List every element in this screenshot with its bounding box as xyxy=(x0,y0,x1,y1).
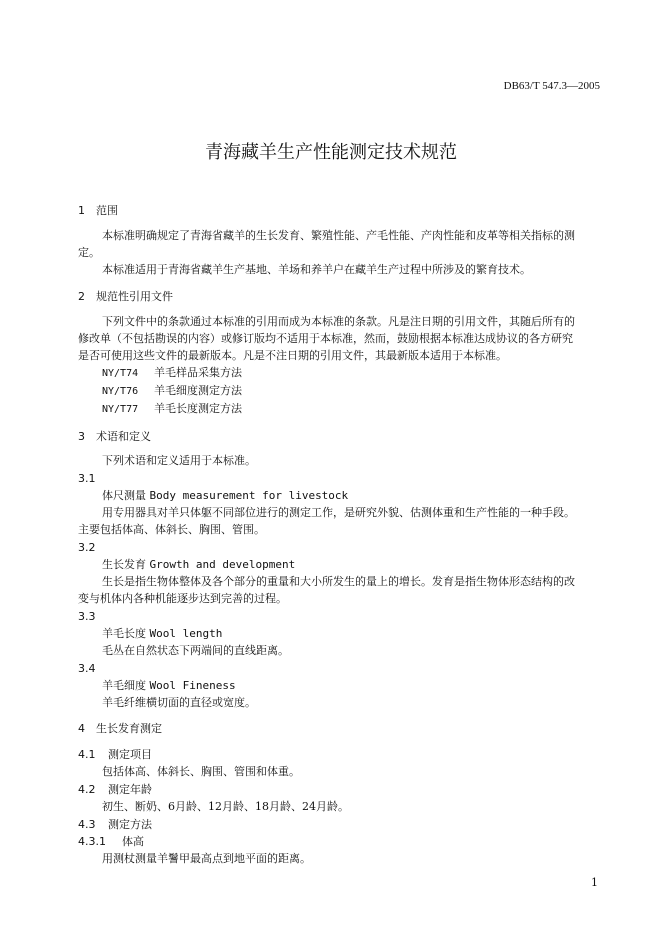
term-name-en: Body measurement for livestock xyxy=(149,489,349,502)
paragraph-line: 主要包括体高、体斜长、胸围、管围。 xyxy=(78,523,265,536)
page-number: 1 xyxy=(591,876,598,889)
section-number: 2 xyxy=(78,290,85,303)
term-name-en: Wool Fineness xyxy=(149,679,236,692)
section-title: 术语和定义 xyxy=(96,430,151,443)
paragraph-line: 羊毛纤维横切面的直径或宽度。 xyxy=(102,696,256,709)
term-heading xyxy=(102,625,222,642)
term-heading xyxy=(102,487,348,504)
paragraph-line: 本标准明确规定了青海省藏羊的生长发育、繁殖性能、产毛性能、产肉性能和皮革等相关指标的测 xyxy=(102,229,575,242)
subsection-heading xyxy=(78,746,152,763)
paragraph-line: 定。 xyxy=(78,246,100,259)
section-number: 3 xyxy=(78,430,85,443)
term-number: 3.2 xyxy=(78,541,96,554)
reference-code: NY/T77 xyxy=(102,404,139,415)
term-heading xyxy=(102,677,236,694)
subsection-number: 4.3.1 xyxy=(78,835,106,848)
term-number: 3.4 xyxy=(78,662,96,675)
subsection-number: 4.1 xyxy=(78,748,96,761)
paragraph-line: 毛丛在自然状态下两端间的直线距离。 xyxy=(102,644,289,657)
term-heading xyxy=(102,556,295,573)
reference-title: 羊毛细度测定方法 xyxy=(154,384,242,397)
term-name-cn: 羊毛长度 xyxy=(102,627,146,640)
paragraph-line: 下列文件中的条款通过本标准的引用而成为本标准的条款。凡是注日期的引用文件，其随后所有的 xyxy=(102,315,575,328)
term-name-cn: 生长发育 xyxy=(102,558,146,571)
subsection-title: 测定年龄 xyxy=(108,783,152,796)
paragraph-line: 用专用器具对羊只体躯不同部位进行的测定工作，是研究外貌、估测体重和生产性能的一种手段。 xyxy=(102,506,575,519)
section-number: 4 xyxy=(78,722,85,735)
paragraph-line: 包括体高、体斜长、胸围、管围和体重。 xyxy=(102,765,300,778)
subsection-title: 体高 xyxy=(122,835,144,848)
paragraph-line: 初生、断奶、6月龄、12月龄、18月龄、24月龄。 xyxy=(102,800,349,813)
term-name-cn: 体尺测量 xyxy=(102,489,146,502)
reference-item xyxy=(102,400,242,418)
subsection-heading xyxy=(78,833,144,850)
reference-item xyxy=(102,364,242,382)
paragraph-line: 下列术语和定义适用于本标准。 xyxy=(102,454,256,467)
document-title: 青海藏羊生产性能测定技术规范 xyxy=(205,142,457,163)
paragraph-line: 修改单（不包括勘误的内容）或修订版均不适用于本标准，然而，鼓励根据本标准达成协议的各方研究 xyxy=(78,332,573,345)
term-name-cn: 羊毛细度 xyxy=(102,679,146,692)
term-name-en: Growth and development xyxy=(149,558,296,571)
section-4-heading xyxy=(78,720,162,737)
paragraph-line: 是否可使用这些文件的最新版本。凡是不注日期的引用文件，其最新版本适用于本标准。 xyxy=(78,349,507,362)
subsection-heading xyxy=(78,781,152,798)
standard-number: DB63/T 547.3—2005 xyxy=(503,80,600,92)
term-number: 3.3 xyxy=(78,610,96,623)
term-number: 3.1 xyxy=(78,472,96,485)
reference-title: 羊毛样品采集方法 xyxy=(154,366,242,379)
section-3-heading xyxy=(78,428,151,445)
section-1-heading xyxy=(78,202,118,219)
reference-code: NY/T76 xyxy=(102,386,139,397)
reference-code: NY/T74 xyxy=(102,368,139,379)
term-name-en: Wool length xyxy=(149,627,223,640)
section-number: 1 xyxy=(78,204,85,217)
reference-item xyxy=(102,382,242,400)
subsection-number: 4.2 xyxy=(78,783,96,796)
section-2-heading xyxy=(78,288,173,305)
paragraph-line: 生长是指生物体整体及各个部分的重量和大小所发生的量上的增长。发育是指生物体形态结构的改 xyxy=(102,575,575,588)
paragraph-line: 本标准适用于青海省藏羊生产基地、羊场和养羊户在藏羊生产过程中所涉及的繁育技术。 xyxy=(102,263,531,276)
reference-title: 羊毛长度测定方法 xyxy=(154,402,242,415)
paragraph-line: 用测杖测量羊鬐甲最高点到地平面的距离。 xyxy=(102,852,311,865)
section-title: 规范性引用文件 xyxy=(96,290,173,303)
subsection-heading xyxy=(78,816,152,833)
subsection-title: 测定项目 xyxy=(108,748,152,761)
paragraph-line: 变与机体内各种机能逐步达到完善的过程。 xyxy=(78,592,287,605)
subsection-title: 测定方法 xyxy=(108,818,152,831)
section-title: 生长发育测定 xyxy=(96,722,162,735)
subsection-number: 4.3 xyxy=(78,818,96,831)
section-title: 范围 xyxy=(96,204,118,217)
